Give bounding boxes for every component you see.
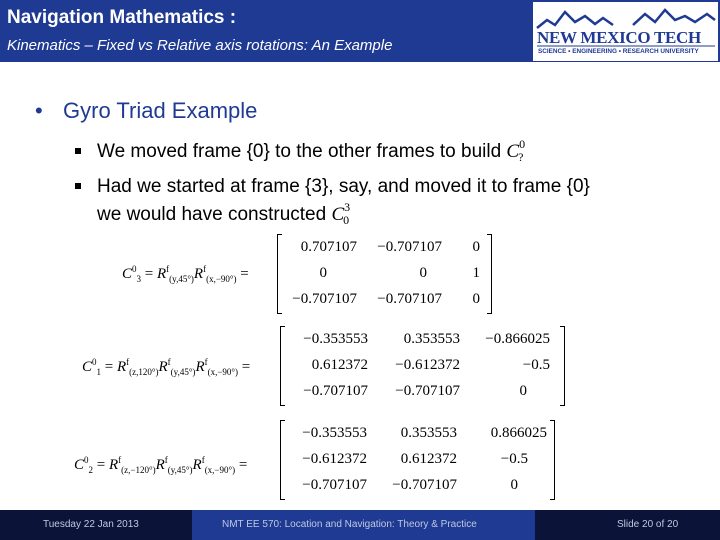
header-bar xyxy=(0,0,720,62)
equation-c2-lhs: $C^0_2 = R^f_{(z,-120^\circ)}R^f_{(y,45^\circ)}R^f_{(x,-90^\circ)}$ = xyxy=(74,455,248,475)
left-bracket xyxy=(277,234,282,314)
sub-bullet-2-continuation: we would have constructed $C^3_0$ xyxy=(97,200,351,227)
matrix-cell: −0.612372 xyxy=(302,451,367,467)
matrix-cell: 0 xyxy=(510,477,518,493)
footer-date: Tuesday 22 Jan 2013 xyxy=(43,519,139,530)
slide-title: Navigation Mathematics : xyxy=(7,7,237,28)
matrix-cell: −0.707107 xyxy=(392,477,457,493)
matrix-cell: −0.353553 xyxy=(303,331,368,347)
matrix-cell: 0 xyxy=(419,265,427,281)
matrix-cell: 0.612372 xyxy=(311,357,368,373)
matrix-cell: 0.866025 xyxy=(490,425,547,441)
logo-tagline: SCIENCE • ENGINEERING • RESEARCH UNIVERSITY xyxy=(538,48,699,55)
matrix-cell: 0.353553 xyxy=(403,331,460,347)
right-bracket xyxy=(487,234,492,314)
matrix-symbol: $C^3_0$ xyxy=(331,200,351,227)
matrix-cell: 0.612372 xyxy=(400,451,457,467)
left-bracket xyxy=(280,326,285,406)
matrix-cell: 0 xyxy=(319,265,327,281)
matrix-cell: 0 xyxy=(472,291,480,307)
sub-bullet-1-text: We moved frame {0} to the other frames to build $C^0_?$ xyxy=(97,137,526,164)
university-logo xyxy=(533,2,718,61)
matrix-symbol: $C^0_?$ xyxy=(506,137,526,164)
matrix-cell: 0.707107 xyxy=(300,239,357,255)
matrix-cell: −0.5 xyxy=(522,357,550,373)
matrix-c3 xyxy=(277,234,492,314)
matrix-cell: −0.866025 xyxy=(485,331,550,347)
sub-bullet-2-text: Had we started at frame {3}, say, and moved it to frame {0} xyxy=(97,176,590,197)
matrix-c1 xyxy=(280,326,565,406)
bullet-main-text: Gyro Triad Example xyxy=(63,98,258,123)
footer-course: NMT EE 570: Location and Navigation: Theory & Practice xyxy=(222,519,477,530)
bullet-dot-icon: • xyxy=(35,98,43,123)
matrix-cell: 0 xyxy=(472,239,480,255)
matrix-c2 xyxy=(280,420,555,500)
matrix-cell: −0.353553 xyxy=(302,425,367,441)
matrix-cell: 0.353553 xyxy=(400,425,457,441)
matrix-cell: −0.5 xyxy=(500,451,528,467)
right-bracket xyxy=(550,420,555,500)
footer-slide-number: Slide 20 of 20 xyxy=(617,519,679,530)
matrix-cell: 1 xyxy=(472,265,480,281)
left-bracket xyxy=(280,420,285,500)
slide-subtitle: Kinematics – Fixed vs Relative axis rotations: An Example xyxy=(7,37,393,54)
equation-c1-lhs: $C^0_1 = R^f_{(z,120^\circ)}R^f_{(y,45^\circ)}R^f_{(x,-90^\circ)}$ = xyxy=(82,357,251,377)
logo-name: NEW MEXICO TECH xyxy=(537,28,701,47)
right-bracket xyxy=(560,326,565,406)
matrix-cell: −0.707107 xyxy=(292,291,357,307)
matrix-cell: 0 xyxy=(519,383,527,399)
square-bullet-icon xyxy=(75,183,81,189)
matrix-cell: −0.707107 xyxy=(377,291,442,307)
matrix-cell: −0.707107 xyxy=(302,477,367,493)
matrix-cell: −0.707107 xyxy=(377,239,442,255)
matrix-cell: −0.612372 xyxy=(395,357,460,373)
square-bullet-icon xyxy=(75,148,81,154)
equation-c3-lhs: $C^0_3 = R^f_{(y,45^\circ)}R^f_{(x,-90^\circ)}$ = xyxy=(122,264,249,284)
matrix-cell: −0.707107 xyxy=(303,383,368,399)
matrix-cell: −0.707107 xyxy=(395,383,460,399)
